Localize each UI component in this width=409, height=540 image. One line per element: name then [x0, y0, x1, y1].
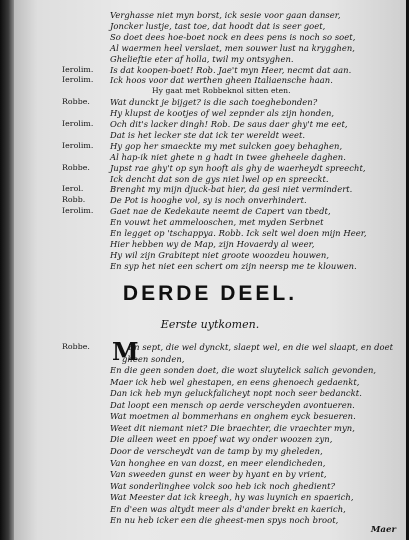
verse-text: Wat dunckt je bijget? is die sach toeghebonden?	[110, 97, 318, 108]
verse-text: Hy gop her smaeckte my met sulcken goey behaghen,	[110, 140, 343, 151]
section-subtitle: Eerste uytkomen.	[160, 318, 260, 331]
verse-text: Ick hoos voor dat werthen gheen Italiaensche haan.	[110, 75, 333, 86]
speaker-label: Robbe.	[62, 97, 90, 107]
verse-line	[14, 387, 406, 399]
verse-text: De Pot is hooghe vol, sy is noch onverhindert.	[110, 195, 307, 206]
verse-text: Hier hebben wy de Map, zijn Hovaerdy al weer,	[110, 238, 315, 249]
verse-line	[14, 422, 406, 434]
verse-text: Van honghee en van dozst, en meer elendicheden,	[110, 457, 326, 468]
verse-line	[14, 445, 406, 457]
verse-text: Weet dit niemant niet? Die braechter, die vraechter myn,	[110, 422, 355, 433]
speaker-label: Ierol.	[62, 184, 84, 194]
verse-line	[14, 399, 406, 411]
speaker-label: Ierolim.	[62, 140, 94, 150]
verse-text: Och dit's lacker dingh! Rob. De saus daer ghy't me eet,	[110, 119, 348, 129]
verse-text: En vouwt het ammelooschen, met myden Serbnet	[110, 217, 324, 228]
verse-text: Is dat koopen-boet! Rob. Jae't myn Heer, necmt dat aan.	[110, 64, 352, 75]
book-page	[14, 0, 406, 540]
verse-text: En sept, die wel dynckt, slaept wel, en die wel slaapt, en doet	[128, 342, 394, 352]
verse-text: En die geen sonden doet, die wozt sluytelick salich gevonden,	[110, 365, 377, 376]
verse-line	[14, 514, 406, 526]
verse-text: Ick dencht dat son de gys niet lwel op en spreeckt.	[110, 173, 329, 184]
verse-text: Hy gaat met Robbeknol sitten eten.	[152, 86, 291, 96]
verse-text: Dat is het lecker ste dat ick ter wereldt weet.	[110, 129, 306, 140]
verse-text: Al hap-ik niet ghete n g hadt in twee gheheele daghen.	[110, 151, 346, 162]
verse-line	[14, 341, 406, 353]
verse-line	[14, 353, 406, 365]
section-title: DERDE DEEL.	[122, 282, 298, 305]
verse-line	[14, 410, 406, 422]
catchword: Maer	[370, 525, 396, 535]
verse-text: Hy wil zijn Grabitept niet groote woozdeu houwen,	[110, 249, 330, 260]
verse-line	[14, 364, 406, 376]
verse-text: gheen sonden,	[122, 353, 185, 364]
verse-text: En legget op 'tschappya. Robb. Ick selt wel doen mijn Heer,	[110, 228, 367, 238]
speaker-label: Robbe.	[62, 162, 90, 172]
verse-text: Dat loopt een mensch op aerde verscheyden avontueren.	[110, 399, 355, 410]
drop-cap: M	[112, 337, 139, 366]
verse-text: Van sweeden gunst en weer by hyant en by vrient,	[110, 469, 327, 480]
verse-text: Wat sonderlinghee volck soo heb ick noch ghedient?	[110, 480, 336, 491]
verse-text: Joncker lustje, tast toe, dat hoodt dat is seer goet,	[110, 20, 326, 31]
speaker-label: Ierolim.	[62, 119, 94, 128]
verse-text: Gaet nae de Kedekaute neemt de Capert van tbedt,	[110, 206, 331, 217]
verse-text: Wat Meester dat ick kreegh, hy was luynich en spaerich,	[110, 492, 354, 503]
verse-text: En nu heb icker een die gheest-men spys noch broot,	[110, 515, 339, 526]
verse-line	[14, 376, 406, 388]
verse-text: Al waermen heel verslaet, men souwer lust na krygghen,	[110, 42, 355, 53]
verse-line	[14, 503, 406, 515]
verse-text: Door de verscheydt van de tamp by my gheleden,	[110, 445, 323, 456]
verse-text: So doet dees hoe-boet nock en dees pens is noch so soet,	[110, 31, 356, 42]
speaker-label: Ierolim.	[62, 64, 94, 74]
verse-line	[14, 457, 406, 469]
verse-text: Maer ick heb wel ghestapen, en eens ghenoech gedaenkt,	[110, 376, 360, 387]
verse-text: Die alleen weet en ppoef wat wy onder woozen zyn,	[110, 434, 333, 445]
verse-text: Dan ick heb myn geluckfalicheyt nopt noch seer bedanckt.	[110, 388, 362, 399]
speaker-label: Ierolim.	[62, 206, 94, 216]
verse-text: Wat moetmen al bommerhans en onghem eyck besueren.	[110, 411, 356, 422]
speaker-label: Ierolim.	[62, 75, 94, 85]
speaker-label: Robb.	[62, 195, 86, 205]
verse-text: En d'een was altydt meer als d'ander brekt en kaerich,	[110, 503, 346, 514]
verse-text: En syp het niet een schert om zijn neersp me te klouwen.	[110, 260, 357, 271]
verse-line	[14, 480, 406, 492]
verse-line	[14, 260, 406, 272]
verse-line	[14, 468, 406, 480]
verse-text: Hy klupst de kootjes of wel zepnder als zijn honden,	[110, 108, 335, 119]
verse-text: Jupst rae ghy't op syn hooft als ghy de waerheydt spreecht,	[110, 162, 366, 173]
verse-text: Verghasse niet myn borst, ick sesie voor gaan danser,	[110, 10, 341, 20]
verse-text: Ghelieftie eter af holla, twil my ontsyghen.	[110, 53, 294, 64]
verse-text: Brenght my mijn djuck-bat hier, da gesi niet vermindert.	[110, 184, 353, 195]
verse-line	[14, 491, 406, 503]
scan-left-edge	[0, 0, 14, 540]
verse-line	[14, 433, 406, 445]
speaker-label: Robbe.	[62, 342, 90, 351]
